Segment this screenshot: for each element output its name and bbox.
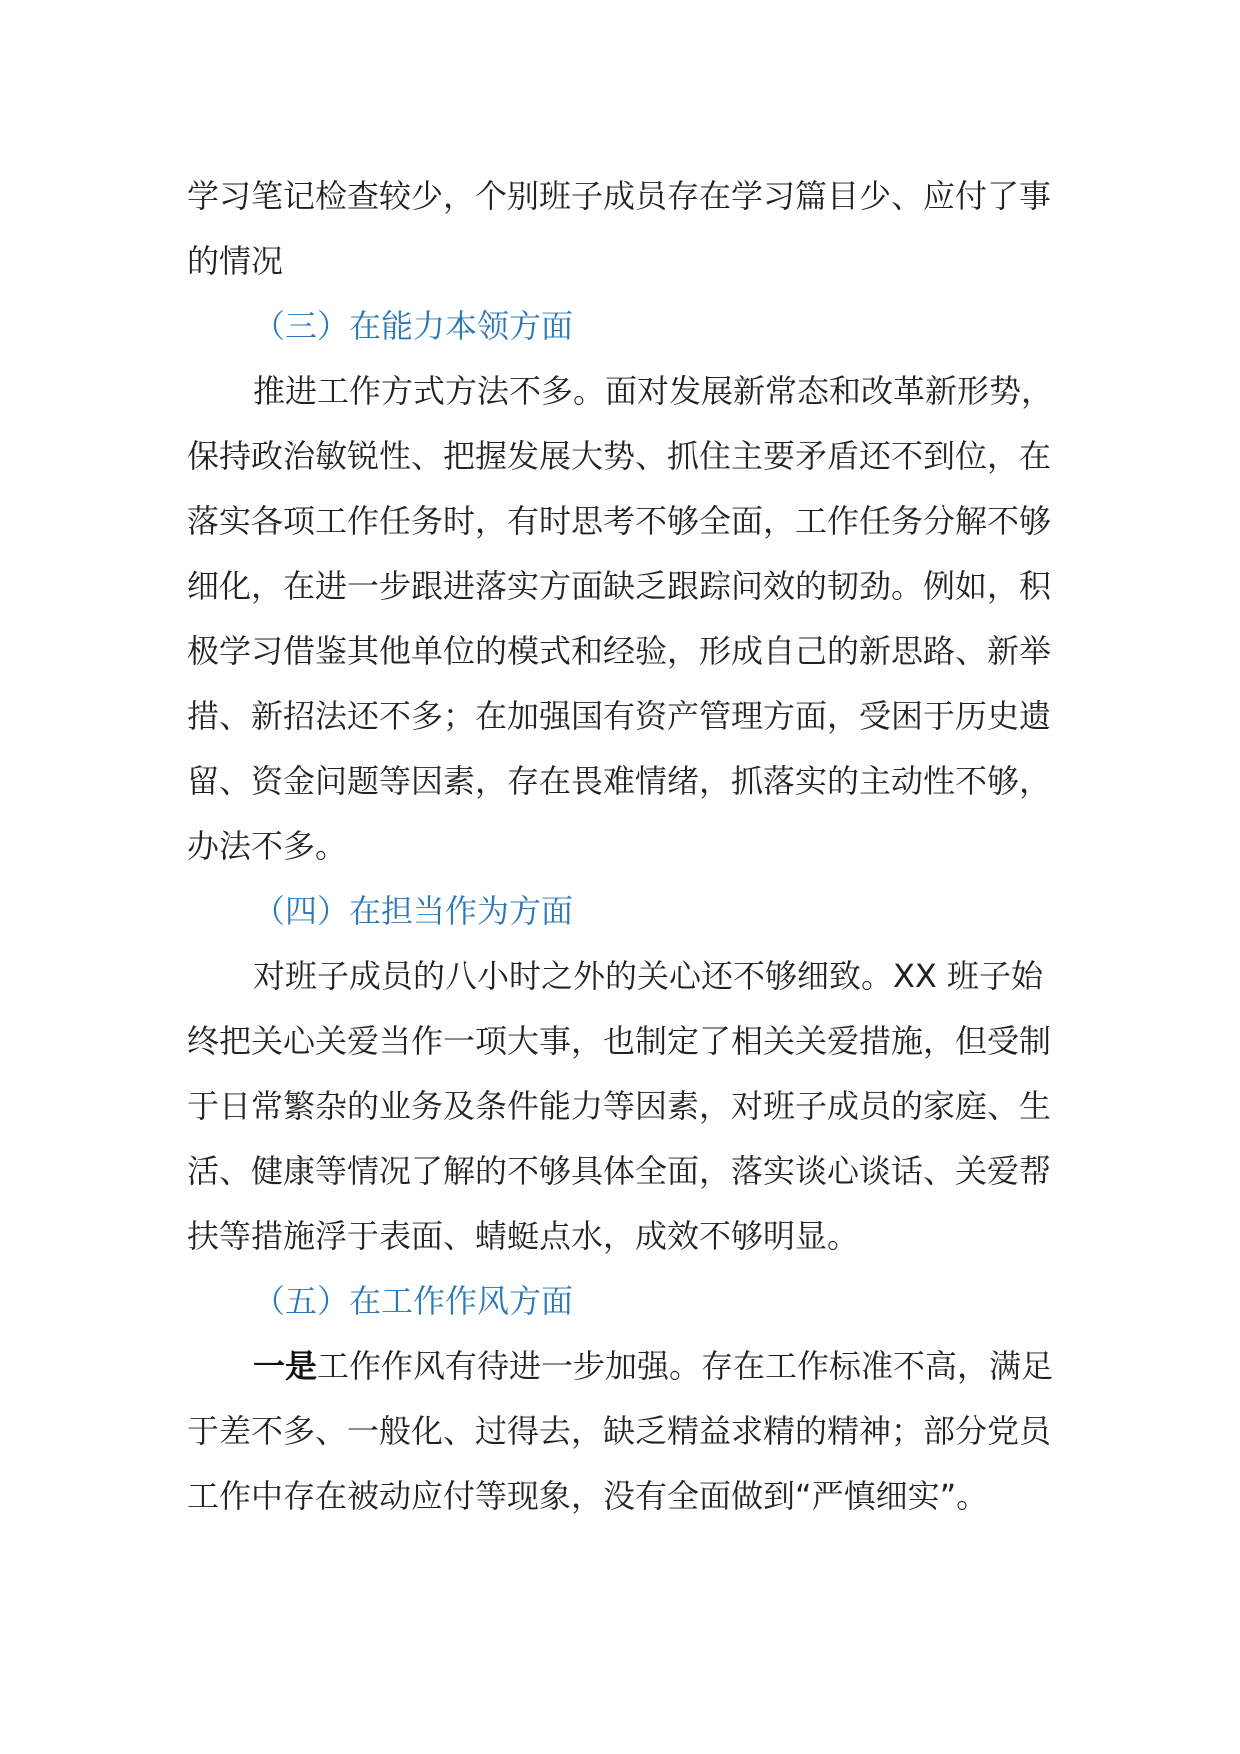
lead-first-point: 一是 [253,1347,318,1385]
paragraph-study-notes: 学习笔记检查较少，个别班子成员存在学习篇目少、应付了事的情况 [187,177,1052,280]
heading-ability: （三）在能力本领方面 [253,307,574,345]
work-style-text: 工作作风有待进一步加强。存在工作标准不高，满足于差不多、一般化、过得去，缺乏精益求精的精神；部分党员工作中存在被动应付等现象，没有全面做到“严慎细实”。 [187,1347,1054,1515]
document-body [187,164,1067,1529]
heading-responsibility: （四）在担当作为方面 [253,892,574,930]
paragraph-work-style [187,1334,1067,1529]
paragraph-ability: 推进工作方式方法不多。面对发展新常态和改革新形势，保持政治敏锐性、把握发展大势、抓住主要矛盾还不到位，在落实各项工作任务时，有时思考不够全面，工作任务分解不够细化，在进一步跟进落实方面缺乏跟踪问效的韧劲。例如，积极学习借鉴其他单位的模式和经验，形成自己的新思路、新举措、新招法还不多；在加强国有资产管理方面，受困于历史遗留、资金问题等因素，存在畏难情绪，抓落实的主动性不够，办法不多。 [187,372,1054,865]
paragraph-responsibility: 对班子成员的八小时之外的关心还不够细致。XX 班子始终把关心关爱当作一项大事，也制定了相关关爱措施，但受制于日常繁杂的业务及条件能力等因素，对班子成员的家庭、生活、健康等情况了解的不够具体全面，落实谈心谈话、关爱帮扶等措施浮于表面、蜻蜓点水，成效不够明显。 [187,957,1052,1255]
heading-work-style: （五）在工作作风方面 [253,1282,574,1320]
